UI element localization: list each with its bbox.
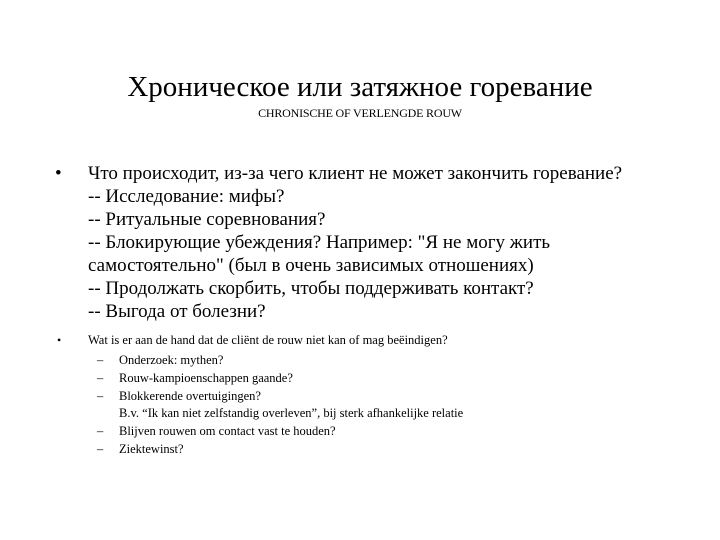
dash-marker: – — [97, 442, 104, 456]
list-item — [97, 440, 657, 458]
bullet-russian-line: -- Ритуальные соревнования? — [88, 209, 326, 230]
dash-marker: – — [97, 389, 104, 403]
bullet-russian-lines — [88, 162, 698, 323]
slide-title: Хроническое или затяжное горевание — [127, 71, 593, 103]
list-item-text: Ziektewinst? — [119, 442, 184, 456]
bullet-marker: • — [55, 163, 62, 184]
bullet-russian-line: самостоятельно" (был в очень зависимых отношениях) — [88, 255, 534, 276]
list-item-text: Rouw-kampioenschappen gaande? — [119, 371, 293, 385]
list-item — [97, 351, 657, 369]
dash-marker: – — [97, 371, 104, 385]
list-item-text: Blijven rouwen om contact vast te houden? — [119, 424, 336, 438]
bullet-marker: • — [57, 333, 62, 347]
list-item — [97, 387, 657, 422]
bullet-russian-line: Что происходит, из-за чего клиент не может закончить горевание? — [88, 163, 623, 184]
bullet-dutch-main: Wat is er aan de hand dat de cliënt de rouw niet kan of mag beëindigen? — [88, 333, 448, 347]
bullet-dutch-subitems — [97, 351, 657, 458]
dash-marker: – — [97, 353, 104, 367]
bullet-russian-line: -- Выгода от болезни? — [88, 301, 266, 322]
bullet-russian-line: -- Исследование: мифы? — [88, 186, 285, 207]
bullet-russian-line: -- Продолжать скорбить, чтобы поддерживать контакт? — [88, 278, 534, 299]
list-item — [97, 422, 657, 440]
list-item-text: Onderzoek: mythen? — [119, 353, 224, 367]
list-item — [97, 369, 657, 387]
list-item-text: Blokkerende overtuigingen? — [119, 389, 261, 403]
list-item-continuation: B.v. “Ik kan niet zelfstandig overleven”, bij sterk afhankelijke relatie — [119, 406, 464, 420]
dash-marker: – — [97, 424, 104, 438]
slide-subtitle: CHRONISCHE OF VERLENGDE ROUW — [258, 106, 462, 120]
bullet-russian-line: -- Блокирующие убеждения? Например: "Я не могу жить — [88, 232, 551, 253]
